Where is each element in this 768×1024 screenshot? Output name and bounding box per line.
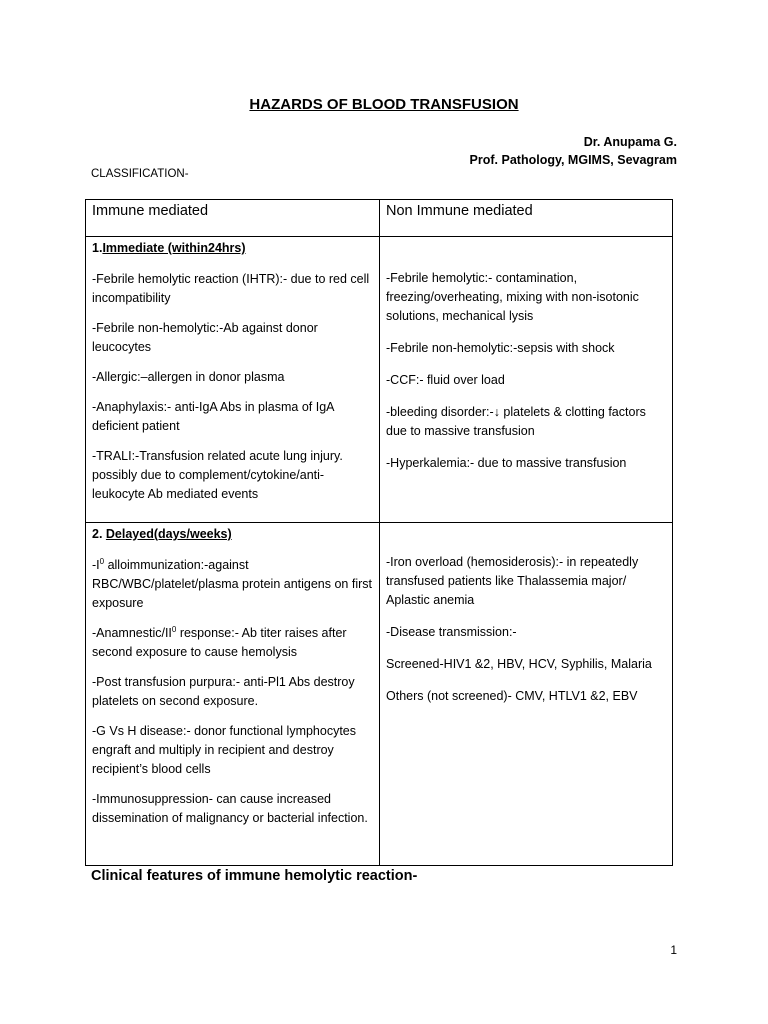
list-item: -Immunosuppression- can cause increased dissemination of malignancy or bacterial infection. <box>92 792 368 825</box>
page-number: 1 <box>670 943 677 957</box>
classification-table <box>85 199 673 866</box>
list-item <box>92 624 373 662</box>
list-item: -Allergic:–allergen in donor plasma <box>92 370 285 384</box>
section-number: 2. <box>92 527 106 541</box>
list-item: -G Vs H disease:- donor functional lymphocytes engraft and multiply in recipient and destroy recipient’s blood cells <box>92 724 357 776</box>
table-row-immediate <box>86 237 673 523</box>
list-item: -TRALI:-Transfusion related acute lung injury. possibly due to complement/cytokine/anti-leukocyte Ab mediated events <box>92 449 343 501</box>
author-block <box>470 133 677 169</box>
item-text: -Anamnestic/II <box>92 626 172 640</box>
list-item <box>92 556 373 613</box>
section-heading-immediate <box>92 237 373 258</box>
delayed-non-immune-cell <box>380 523 673 866</box>
header-immune: Immune mediated <box>86 200 380 237</box>
item-text: alloimmunization:-against RBC/WBC/platelet/plasma protein antigens on first exposure <box>92 558 372 610</box>
section-number: 1. <box>92 241 103 255</box>
immediate-immune-cell <box>86 237 380 523</box>
list-item: -bleeding disorder:-↓ platelets & clotting factors due to massive transfusion <box>386 405 646 438</box>
list-item: -CCF:- fluid over load <box>386 373 505 387</box>
list-item: -Iron overload (hemosiderosis):- in repeatedly transfused patients like Thalassemia major/ Aplastic anemia <box>386 555 639 607</box>
list-item: -Febrile non-hemolytic:-Ab against donor leucocytes <box>92 321 318 354</box>
section-title: Immediate (within24hrs) <box>102 241 246 255</box>
clinical-features-heading: Clinical features of immune hemolytic reaction- <box>91 868 418 884</box>
document-title: HAZARDS OF BLOOD TRANSFUSION <box>249 96 519 113</box>
list-item: Others (not screened)- CMV, HTLV1 &2, EBV <box>386 689 638 703</box>
list-item: Screened-HIV1 &2, HBV, HCV, Syphilis, Malaria <box>386 657 652 671</box>
item-text: -I <box>92 558 100 572</box>
section-heading-delayed <box>92 523 373 544</box>
list-item: -Post transfusion purpura:- anti-Pl1 Abs destroy platelets on second exposure. <box>92 675 355 708</box>
classification-label: CLASSIFICATION- <box>91 168 189 180</box>
section-title: Delayed(days/weeks) <box>105 527 232 541</box>
author-affiliation: Prof. Pathology, MGIMS, Sevagram <box>469 153 677 167</box>
author-name: Dr. Anupama G. <box>583 135 677 149</box>
delayed-immune-cell <box>86 523 380 866</box>
table-header-row <box>86 200 673 237</box>
list-item: -Febrile non-hemolytic:-sepsis with shock <box>386 341 615 355</box>
superscript: 0 <box>171 624 177 634</box>
list-item: -Disease transmission:- <box>386 625 517 639</box>
list-item: -Anaphylaxis:- anti-IgA Abs in plasma of IgA deficient patient <box>92 400 334 433</box>
list-item: -Febrile hemolytic:- contamination, freezing/overheating, mixing with non-isotonic solutions, mechanical lysis <box>386 271 639 323</box>
header-non-immune: Non Immune mediated <box>380 200 673 237</box>
item-text: response:- Ab titer raises after second exposure to cause hemolysis <box>92 626 347 659</box>
list-item: -Hyperkalemia:- due to massive transfusion <box>386 456 627 470</box>
table-row-delayed <box>86 523 673 866</box>
immediate-non-immune-cell <box>380 237 673 523</box>
list-item: -Febrile hemolytic reaction (IHTR):- due to red cell incompatibility <box>92 272 370 305</box>
superscript: 0 <box>99 556 105 566</box>
